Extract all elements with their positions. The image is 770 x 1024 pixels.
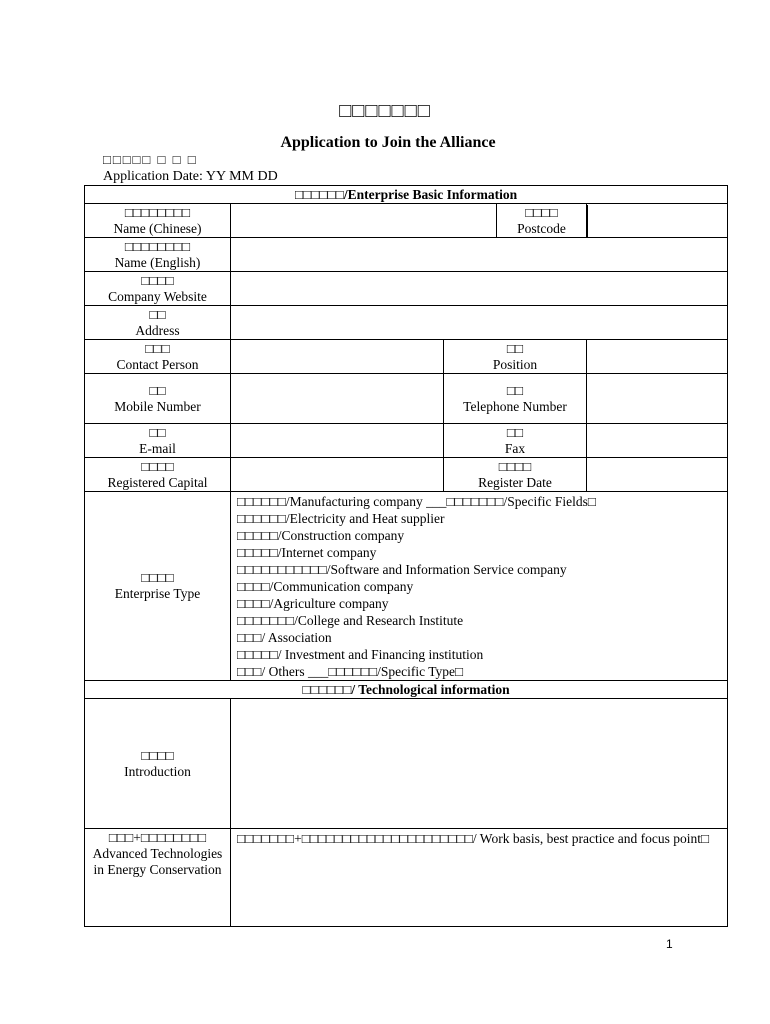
input-mobile-number[interactable] bbox=[231, 374, 444, 424]
application-date-label: Application Date: YY MM DD bbox=[103, 169, 278, 184]
input-address[interactable] bbox=[231, 306, 728, 340]
input-company-website[interactable] bbox=[231, 272, 728, 306]
page-number: 1 bbox=[666, 937, 673, 951]
label-cn: □□ bbox=[149, 382, 166, 398]
label-cn: □□□□□□□□ bbox=[124, 238, 191, 254]
checkbox-option-agriculture[interactable]: □□□□/Agriculture company bbox=[237, 596, 389, 611]
label-en: Fax bbox=[504, 440, 526, 456]
label-advanced-technologies bbox=[85, 829, 231, 927]
label-registered-capital bbox=[85, 458, 231, 492]
label-cn: □□□□ bbox=[141, 458, 174, 474]
application-form-table bbox=[84, 185, 728, 927]
label-postcode bbox=[497, 204, 587, 238]
label-en: Mobile Number bbox=[114, 398, 201, 414]
label-cn: □□□□ bbox=[141, 570, 174, 585]
checkbox-option-software[interactable]: □□□□□□□□□□□/Software and Information Service company bbox=[237, 562, 567, 577]
label-name-english bbox=[85, 238, 231, 272]
input-registered-capital[interactable] bbox=[231, 458, 444, 492]
label-en: Advanced Technologies in Energy Conservation bbox=[92, 846, 223, 877]
label-register-date bbox=[444, 458, 587, 492]
label-en: Registered Capital bbox=[107, 474, 208, 490]
label-en: Position bbox=[492, 356, 538, 372]
input-work-basis[interactable] bbox=[231, 829, 728, 927]
checkbox-option-manufacturing[interactable]: □□□□□□/Manufacturing company ___□□□□□□□/Specific Fields□ bbox=[237, 494, 596, 509]
label-cn: □□□□□□□□ bbox=[124, 204, 191, 220]
application-date-chinese: □□□□□ □ □ □ bbox=[103, 152, 198, 167]
checkbox-option-internet[interactable]: □□□□□/Internet company bbox=[237, 545, 377, 560]
label-cn: □□□□ bbox=[498, 458, 532, 474]
label-en: Name (Chinese) bbox=[113, 220, 202, 236]
label-en: E-mail bbox=[139, 440, 176, 456]
section-header-basic-info: □□□□□□/Enterprise Basic Information bbox=[85, 186, 728, 204]
label-en: Introduction bbox=[124, 763, 191, 779]
checkbox-option-association[interactable]: □□□/ Association bbox=[237, 630, 332, 645]
input-telephone-number[interactable] bbox=[587, 374, 728, 424]
label-mobile-number bbox=[85, 374, 231, 424]
title-chinese: □□□□□□□ bbox=[339, 100, 431, 122]
label-name-chinese bbox=[85, 204, 231, 238]
checkbox-option-others[interactable]: □□□/ Others ___□□□□□□/Specific Type□ bbox=[237, 664, 464, 679]
checkbox-option-investment[interactable]: □□□□□/ Investment and Financing institution bbox=[237, 647, 484, 662]
label-en: Contact Person bbox=[116, 356, 199, 372]
label-cn: □□□ bbox=[145, 340, 170, 356]
label-cn: □□□□ bbox=[141, 272, 174, 288]
label-cn: □□□+□□□□□□□□ bbox=[108, 830, 207, 845]
label-cn: □□ bbox=[506, 340, 524, 356]
input-register-date[interactable] bbox=[587, 458, 728, 492]
label-cn: □□ bbox=[506, 424, 524, 440]
label-company-website bbox=[85, 272, 231, 306]
label-en: Name (English) bbox=[114, 254, 201, 270]
input-introduction[interactable] bbox=[231, 699, 728, 829]
input-postcode[interactable] bbox=[587, 204, 728, 238]
label-en: Enterprise Type bbox=[114, 586, 201, 601]
label-en: Company Website bbox=[108, 288, 207, 304]
page-title: Application to Join the Alliance bbox=[280, 134, 496, 151]
section-header-tech-info: □□□□□□/ Technological information bbox=[85, 681, 728, 699]
label-en: Postcode bbox=[517, 220, 566, 236]
label-en: Address bbox=[135, 322, 180, 338]
label-en: Register Date bbox=[478, 474, 552, 490]
label-cn: □□□□ bbox=[141, 747, 174, 763]
input-name-chinese[interactable] bbox=[231, 204, 497, 238]
label-address bbox=[85, 306, 231, 340]
label-enterprise-type bbox=[85, 492, 231, 681]
label-en: Telephone Number bbox=[463, 398, 567, 414]
checkbox-option-college[interactable]: □□□□□□□/College and Research Institute bbox=[237, 613, 464, 628]
input-email[interactable] bbox=[231, 424, 444, 458]
input-name-english[interactable] bbox=[231, 238, 728, 272]
checkbox-option-electricity[interactable]: □□□□□□/Electricity and Heat supplier bbox=[237, 511, 445, 526]
checkbox-option-communication[interactable]: □□□□/Communication company bbox=[237, 579, 414, 594]
label-contact-person bbox=[85, 340, 231, 374]
label-cn: □□ bbox=[506, 382, 524, 398]
label-email bbox=[85, 424, 231, 458]
label-introduction bbox=[85, 699, 231, 829]
input-fax[interactable] bbox=[587, 424, 728, 458]
label-position bbox=[444, 340, 587, 374]
label-telephone-number bbox=[444, 374, 587, 424]
label-fax bbox=[444, 424, 587, 458]
label-cn: □□ bbox=[149, 306, 166, 322]
checkbox-option-construction[interactable]: □□□□□/Construction company bbox=[237, 528, 405, 543]
work-basis-hint: □□□□□□□+□□□□□□□□□□□□□□□□□□□□□/ Work basis, best practice and focus point□ bbox=[237, 831, 710, 846]
input-contact-person[interactable] bbox=[231, 340, 444, 374]
enterprise-type-options bbox=[231, 492, 728, 681]
label-cn: □□ bbox=[149, 424, 166, 440]
input-position[interactable] bbox=[587, 340, 728, 374]
label-cn: □□□□ bbox=[525, 204, 558, 220]
